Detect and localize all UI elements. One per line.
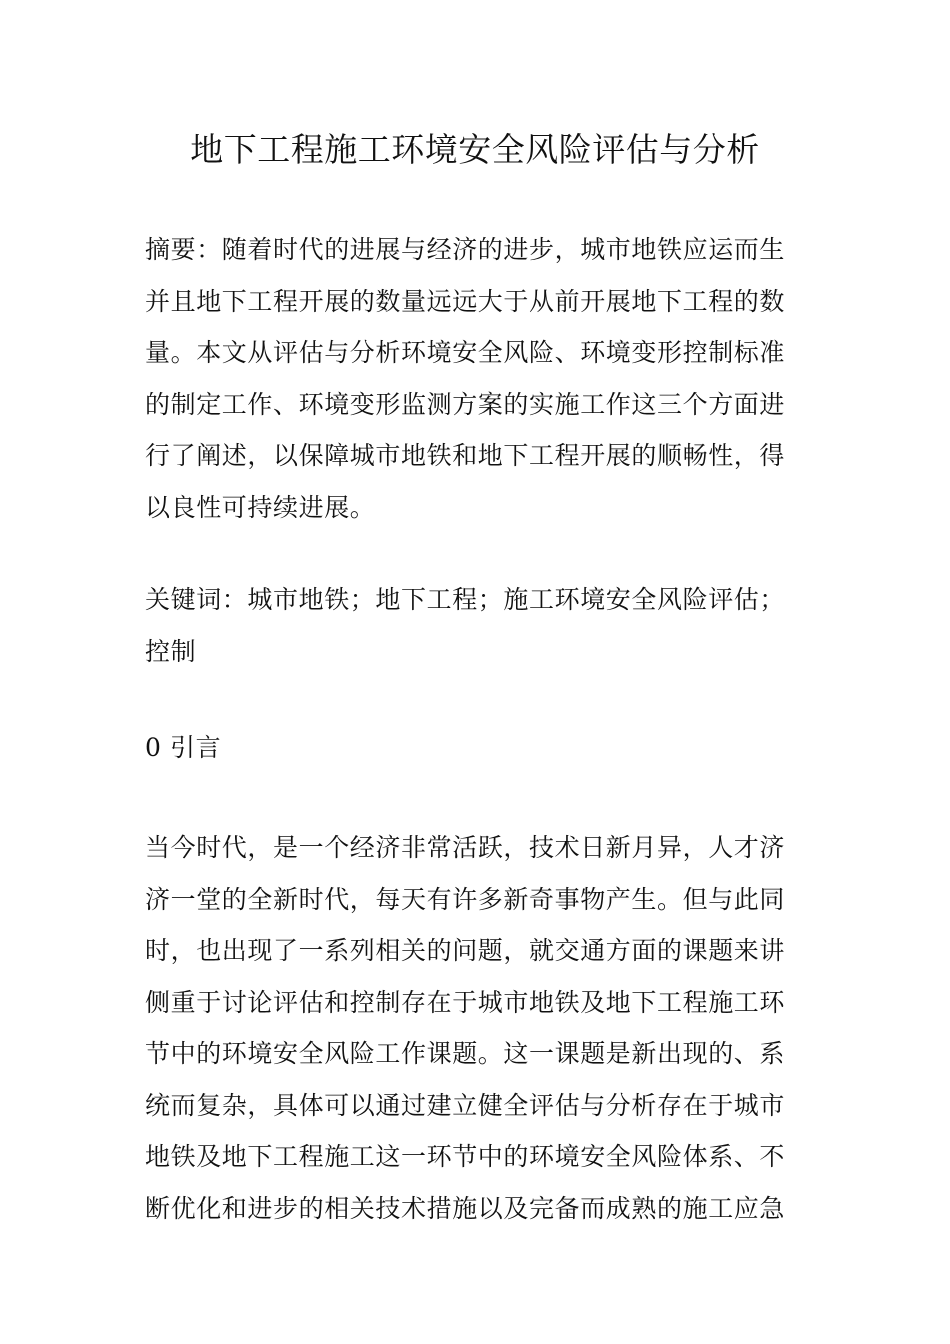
document-title: 地下工程施工环境安全风险评估与分析: [190, 130, 760, 169]
intro-line: 侧重于讨论评估和控制存在于城市地铁及地下工程施工环: [145, 987, 786, 1017]
intro-paragraph: [145, 822, 807, 1234]
intro-line: 当今时代，是一个经济非常活跃，技术日新月异，人才济: [145, 833, 786, 862]
keywords-paragraph: [145, 574, 807, 677]
abstract-line: 并且地下工程开展的数量远远大于从前开展地下工程的数: [145, 286, 786, 316]
intro-line: 时，也出现了一系列相关的问题，就交通方面的课题来讲: [145, 936, 786, 965]
intro-line: 节中的环境安全风险工作课题。这一课题是新出现的、系: [145, 1039, 786, 1068]
abstract-line: 行了阐述，以保障城市地铁和地下工程开展的顺畅性，得: [145, 441, 786, 470]
intro-line: 地铁及地下工程施工这一环节中的环境安全风险体系、不: [145, 1142, 786, 1171]
intro-line: 断优化和进步的相关技术措施以及完备而成熟的施工应急: [145, 1193, 786, 1223]
intro-line: 济一堂的全新时代，每天有许多新奇事物产生。但与此同: [145, 884, 786, 914]
abstract-line: 的制定工作、环境变形监测方案的实施工作这三个方面进: [145, 389, 786, 419]
abstract-line: 摘要：随着时代的进展与经济的进步，城市地铁应运而生: [145, 235, 786, 264]
intro-line: 统而复杂，具体可以通过建立健全评估与分析存在于城市: [145, 1090, 786, 1120]
abstract-line: 量。本文从评估与分析环境安全风险、环境变形控制标准: [145, 338, 786, 367]
abstract-line: 以良性可持续进展。: [145, 492, 376, 522]
abstract-paragraph: [145, 224, 807, 533]
keywords-line: 关键词：城市地铁；地下工程；施工环境安全风险评估；: [145, 585, 786, 614]
section-heading: 0 引言: [145, 733, 222, 762]
keywords-line: 控制: [145, 636, 197, 666]
